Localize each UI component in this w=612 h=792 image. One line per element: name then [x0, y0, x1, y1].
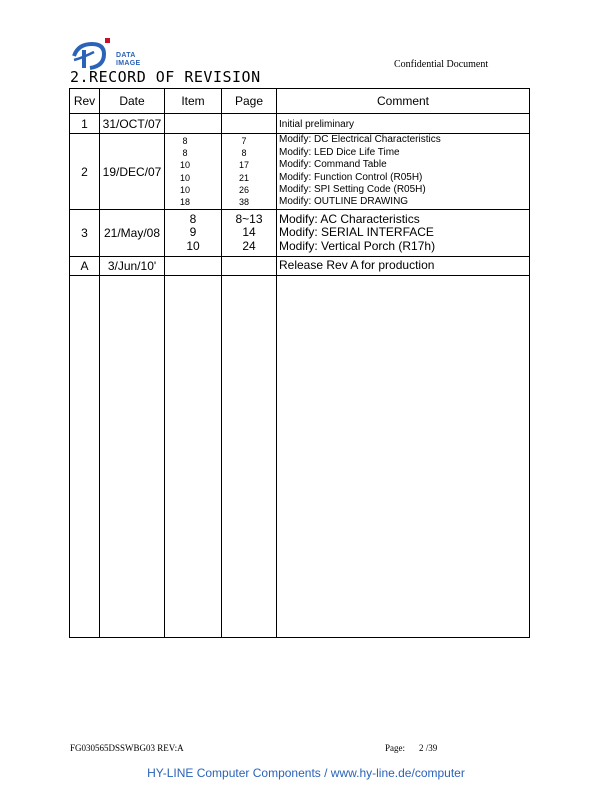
comment-text: Release Rev A for production — [279, 258, 435, 273]
row-2-items — [165, 134, 205, 209]
confidential-label: Confidential Document — [394, 59, 489, 70]
row-3-pages — [222, 210, 276, 256]
hyline-footer: HY-LINE Computer Components / www.hy-line.de/computer — [147, 766, 465, 780]
comment-text: Modify: LED Dice Life Time — [279, 146, 400, 158]
item-value: 9 — [189, 225, 197, 240]
logo-wordmark — [116, 52, 140, 68]
row-2-date: 19/DEC/07 — [102, 164, 162, 179]
row-3-comments — [279, 210, 435, 256]
row-a-rev: A — [80, 259, 89, 273]
row-2-pages — [222, 134, 266, 209]
comment-text: Initial preliminary — [279, 119, 355, 131]
logo-line-2: IMAGE — [116, 60, 141, 67]
document-id: FG030565DSSWBG03 REV:A — [70, 743, 184, 753]
item-value: 8 — [189, 211, 197, 226]
page-value: 17 — [238, 160, 249, 171]
page-value: 21 — [238, 172, 249, 183]
section-title: 2.RECORD OF REVISION — [70, 68, 261, 86]
item-value: 18 — [179, 196, 190, 207]
row-2-comments — [279, 134, 441, 209]
page-value: 14 — [242, 225, 256, 240]
comment-text: Modify: DC Electrical Characteristics — [279, 134, 441, 146]
comment-text: Modify: SERIAL INTERFACE — [279, 225, 434, 240]
page-number: 2 /39 — [419, 743, 438, 753]
item-value: 8 — [182, 135, 188, 146]
row-3-date: 21/May/08 — [103, 226, 161, 240]
data-image-logo-icon — [70, 38, 120, 72]
row-3-items — [165, 210, 221, 256]
item-value: 10 — [179, 160, 190, 171]
row-1-date: 31/OCT/07 — [102, 116, 162, 131]
col-header-rev: Rev — [73, 94, 96, 108]
col-header-comment: Comment — [376, 94, 429, 108]
page-indicator — [385, 743, 437, 753]
comment-text: Modify: SPI Setting Code (R05H) — [279, 183, 426, 195]
comment-text: Modify: AC Characteristics — [279, 211, 420, 226]
comment-text: Modify: Command Table — [279, 159, 387, 171]
item-value: 10 — [179, 184, 190, 195]
item-value: 8 — [182, 148, 188, 159]
row-1-rev: 1 — [81, 116, 88, 131]
col-header-date: Date — [119, 94, 145, 108]
row-1-comments — [279, 114, 354, 133]
row-a-comments — [279, 257, 434, 275]
page-value: 8 — [241, 148, 247, 159]
logo-line-1: DATA — [116, 52, 136, 59]
comment-text: Modify: OUTLINE DRAWING — [279, 196, 409, 208]
page-label: Page: — [385, 743, 405, 753]
revision-table — [69, 88, 530, 638]
item-value: 10 — [179, 172, 190, 183]
row-3-rev: 3 — [81, 226, 88, 240]
row-a-date: 3/Jun/10' — [107, 259, 157, 273]
comment-text: Modify: Vertical Porch (R17h) — [279, 238, 436, 253]
page-value: 8~13 — [235, 211, 263, 226]
item-value: 10 — [186, 238, 200, 253]
comment-text: Modify: Function Control (R05H) — [279, 171, 423, 183]
page-value: 26 — [238, 184, 249, 195]
page-value: 38 — [238, 196, 249, 207]
page-value: 24 — [242, 238, 256, 253]
page-value: 7 — [241, 135, 247, 146]
col-header-page: Page — [234, 94, 264, 108]
company-logo — [70, 38, 160, 72]
col-header-item: Item — [181, 94, 205, 108]
row-2-rev: 2 — [81, 164, 88, 179]
